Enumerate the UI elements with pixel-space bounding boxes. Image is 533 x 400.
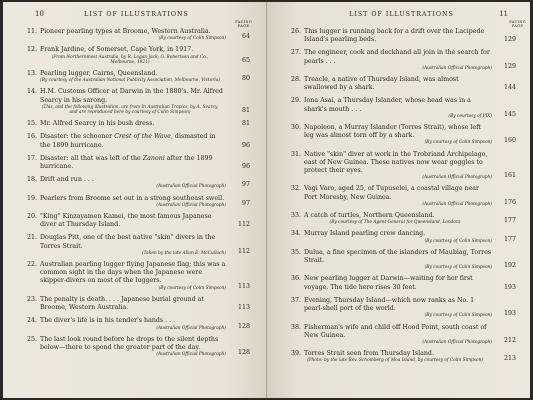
- caption-text: Torres Strait seen from Thursday Island.: [304, 350, 434, 358]
- photo-credit: (Photo: by the late Rev. Schomberg of Moa Island, by courtesy of Colin Simpson): [306, 358, 484, 364]
- illustration-entry: [287, 230, 516, 243]
- left-page: [3, 2, 266, 398]
- entry-number: 33.: [290, 212, 301, 220]
- photo-credit: (By courtesy of Colin Simpson): [424, 313, 492, 319]
- caption-text: Treacle, a native of Thursday Island, was almost swallowed by a shark.: [304, 76, 459, 92]
- caption-text: Drift and run . . .: [40, 176, 94, 184]
- entry-number: 29.: [290, 97, 301, 105]
- facing-page-number: 128: [237, 322, 250, 330]
- illustration-entry: [23, 176, 250, 189]
- facing-page-number: 80: [241, 75, 250, 83]
- facing-page-number: 177: [503, 235, 516, 243]
- illustration-list: [287, 28, 516, 364]
- photo-credit: (By courtesy of the Australian National Publicity Association, Melbourne, Victoria): [40, 78, 220, 84]
- illustration-entry: [287, 124, 516, 146]
- illustration-entry: [287, 249, 516, 271]
- entry-caption: [40, 70, 228, 83]
- facing-page-number: 145: [503, 110, 516, 118]
- caption-text: Disaster: the schooner: [40, 133, 115, 141]
- caption-text: Disaster: all that was left of the: [40, 154, 143, 162]
- facing-page-number: 96: [241, 141, 250, 149]
- entry-number: 30.: [290, 124, 301, 132]
- illustration-entry: [23, 234, 250, 256]
- facing-page-number: 97: [241, 181, 250, 189]
- entry-number: 35.: [290, 248, 301, 256]
- entry-caption: [40, 120, 228, 128]
- entry-number: 11.: [26, 28, 37, 35]
- entry-caption: [304, 249, 494, 271]
- entry-caption: [40, 317, 228, 330]
- entry-caption: [304, 49, 494, 71]
- photo-credit: (By courtesy of Colin Simpson): [424, 238, 492, 244]
- caption-text: Napoleon, a Murray Islander (Torres Strait), whose left leg was almost torn off by a shark.: [304, 124, 481, 140]
- entry-number: 27.: [290, 49, 301, 57]
- illustration-entry: [23, 46, 250, 65]
- entry-number: 12.: [26, 46, 37, 54]
- facing-page-number: 113: [237, 304, 250, 312]
- entry-number: 31.: [290, 150, 301, 158]
- facing-page-number: 212: [503, 336, 516, 344]
- photo-credit: (From Northernmost Australia, by R. Logan Jack; G. Robertson and Co., Melbourne, 1921): [51, 54, 209, 65]
- entry-caption: [40, 296, 228, 312]
- caption-text: after the 1899 hurricane.: [40, 154, 213, 171]
- illustration-entry: [287, 324, 516, 346]
- caption-text: The diver's life is in his tender's hands . . .: [40, 317, 176, 325]
- facing-page-number: 193: [503, 283, 516, 291]
- photo-credit: (Australian Official Photograph): [422, 201, 492, 207]
- illustration-entry: [287, 212, 516, 225]
- photo-credit: (By courtesy of PIX): [448, 113, 492, 119]
- caption-text: "King" Kinzayamen Kamei, the most famous Japanese diver at Thursday Island.: [40, 213, 212, 229]
- facing-page-number: 81: [241, 120, 250, 128]
- entry-caption: [40, 213, 228, 229]
- running-head-title: LIST OF ILLUSTRATIONS: [84, 11, 189, 18]
- caption-text: Evening, Thursday Island—which now ranks as No. 1 pearl-shell port of the world.: [304, 296, 475, 313]
- entry-caption: [304, 350, 494, 363]
- illustration-entry: [23, 336, 250, 358]
- photo-credit: (Australian Official Photograph): [156, 352, 226, 358]
- photo-credit: (By courtesy of Colin Simpson): [158, 285, 226, 291]
- facing-page-number: 144: [503, 84, 516, 92]
- photo-credit: (By courtesy of Colin Simpson): [424, 140, 492, 146]
- facing-page-number: 96: [241, 163, 250, 171]
- illustration-entry: [23, 28, 250, 41]
- entry-caption: [304, 185, 494, 207]
- entry-caption: [40, 46, 228, 65]
- facing-page-number: 97: [241, 199, 250, 207]
- illustration-entry: [287, 297, 516, 319]
- entry-caption: [304, 275, 494, 291]
- entry-number: 28.: [290, 76, 301, 84]
- caption-text: New pearling lugger at Darwin—waiting for her first voyage. The tide here rises 30 feet.: [304, 275, 473, 291]
- caption-text: The penalty is death. . . . Japanese burial ground at Broome, Western Australia.: [40, 295, 204, 312]
- facing-page-label: FACING PAGE: [235, 20, 252, 29]
- facing-page-number: 177: [503, 217, 516, 225]
- photo-credit: (Australian Official Photograph): [422, 175, 492, 181]
- entry-caption: [304, 97, 494, 119]
- caption-text: Douglas Pitt, one of the best native "skin" divers in the Torres Strait.: [40, 234, 216, 250]
- illustration-entry: [287, 350, 516, 363]
- facing-page-number: 128: [237, 349, 250, 357]
- illustration-entry: [287, 275, 516, 291]
- entry-number: 37.: [290, 296, 301, 304]
- entry-number: 36.: [290, 275, 301, 283]
- caption-text: This lugger is running back for a drift over the Lacipede Island's pearling beds.: [304, 28, 485, 44]
- entry-caption: [40, 234, 228, 256]
- facing-page-number: 192: [503, 262, 516, 270]
- photo-credit: (Australian Official Photograph): [156, 202, 226, 208]
- facing-page-number: 213: [503, 355, 516, 363]
- entry-number: 23.: [26, 295, 37, 303]
- photo-credit: (Australian Official Photograph): [422, 339, 492, 345]
- caption-text: Pioneer pearling types at Broome, Western Australia.: [40, 28, 211, 35]
- page-number: 11: [499, 10, 508, 18]
- facing-page-number: 113: [237, 282, 250, 290]
- caption-text: Pearlers from Broome set out in a strong southeast swell.: [40, 194, 225, 202]
- illustration-entry: [23, 296, 250, 312]
- running-head: [287, 2, 516, 28]
- photo-credit: (By courtesy of Colin Simpson): [158, 36, 226, 42]
- entry-number: 39.: [290, 350, 301, 358]
- caption-text: H.M. Customs Officer at Darwin in the 1880's. Mr. Alfred Searcy in his sarong.: [40, 88, 223, 104]
- facing-page-number: 129: [503, 62, 516, 70]
- facing-page-number: 112: [237, 221, 250, 229]
- caption-text: Mr. Alfred Searcy in his bush dress.: [40, 120, 155, 128]
- caption-text: The engineer, cook and deckhand all join in the search for pearls . . .: [304, 49, 490, 65]
- facing-page-number: 161: [503, 172, 516, 180]
- illustration-entry: [23, 88, 250, 115]
- facing-page-number: 65: [241, 56, 250, 64]
- facing-page-number: 193: [503, 310, 516, 318]
- photo-credit: (By courtesy of The Agent-General for Queensland, London): [329, 220, 461, 226]
- caption-text: Fisherman's wife and child off Hood Point, south coast of New Guinea.: [304, 323, 487, 339]
- caption-text: Pearling lugger, Cairns, Queensland.: [40, 70, 158, 78]
- caption-text: Frank Jardine, of Somerset, Cape York, in 1917.: [40, 46, 194, 54]
- entry-caption: [40, 195, 228, 208]
- photo-credit: (Taken by the late Allan E. McCulloch): [141, 250, 226, 256]
- illustration-entry: [23, 261, 250, 291]
- entry-number: 25.: [26, 335, 37, 343]
- illustration-list: [23, 28, 250, 357]
- facing-page-number: 176: [503, 198, 516, 206]
- illustration-entry: [23, 155, 250, 171]
- caption-text: Native "skin" diver at work in the Trobriand Archipelago, east of New Guinea. These natives now wear goggles to protect their eyes.: [304, 150, 488, 175]
- illustration-entry: [287, 185, 516, 207]
- facing-page-number: 81: [241, 107, 250, 115]
- caption-text: , dismasted in the 1899 hurricane.: [40, 133, 216, 149]
- illustration-entry: [23, 195, 250, 208]
- entry-number: 13.: [26, 70, 37, 78]
- illustration-entry: [23, 213, 250, 229]
- entry-number: 34.: [290, 230, 301, 238]
- entry-caption: [304, 324, 494, 346]
- entry-number: 16.: [26, 133, 37, 141]
- illustration-entry: [287, 76, 516, 92]
- entry-caption: [304, 28, 494, 44]
- illustration-entry: [287, 28, 516, 44]
- entry-number: 22.: [26, 261, 37, 269]
- caption-ship-name: Zanoni: [142, 154, 165, 162]
- facing-page-number: 112: [237, 247, 250, 255]
- photo-credit: (Australian Official Photograph): [422, 65, 492, 71]
- entry-caption: [40, 133, 228, 149]
- open-book: [3, 2, 530, 398]
- facing-page-number: 160: [503, 137, 516, 145]
- entry-caption: [40, 336, 228, 358]
- facing-page-label: FACING PAGE: [509, 20, 526, 29]
- entry-caption: [40, 28, 228, 41]
- entry-number: 18.: [26, 176, 37, 184]
- caption-text: Vagi Varo, aged 25, of Tupuselei, a coastal village near Port Moresby, New Guinea.: [304, 185, 480, 201]
- entry-caption: [304, 151, 494, 181]
- caption-text: Dulua, a fine specimen of the islanders of Maubiag, Torres Strait.: [304, 248, 492, 265]
- illustration-entry: [23, 317, 250, 330]
- illustration-entry: [23, 120, 250, 128]
- entry-number: 17.: [26, 154, 37, 162]
- entry-caption: [40, 88, 228, 115]
- caption-text: The last look round before he drops to the silent depths below—there to spend the greater part of the day.: [40, 335, 219, 351]
- entry-caption: [304, 212, 494, 225]
- caption-text: Australian pearling lugger flying Japanese flag; this was a common sight in the days when the Japanese were skipper-divers on most of the luggers.: [40, 261, 226, 285]
- entry-number: 26.: [290, 28, 301, 35]
- illustration-entry: [287, 97, 516, 119]
- caption-text: A catch of turtles, Northern Queensland.: [304, 212, 435, 220]
- caption-text: Iona Asai, a Thursday Islander, whose head was in a shark's mouth . . .: [304, 97, 471, 113]
- entry-number: 14.: [26, 88, 37, 96]
- entry-number: 20.: [26, 213, 37, 221]
- entry-number: 32.: [290, 185, 301, 193]
- entry-caption: [304, 230, 494, 243]
- photo-credit: (Australian Official Photograph): [156, 184, 226, 190]
- illustration-entry: [23, 70, 250, 83]
- illustration-entry: [287, 151, 516, 181]
- photo-credit: (This, and the following illustration, are from In Australian Tropics, by A. Searcy, and are reproduced here by courtesy of Colin Simpson): [41, 104, 219, 116]
- running-head: [23, 2, 250, 28]
- entry-caption: [40, 176, 228, 189]
- caption-text: Murray Island pearling crew dancing.: [304, 230, 426, 238]
- entry-caption: [304, 297, 494, 319]
- facing-page-number: 129: [503, 36, 516, 44]
- illustration-entry: [23, 133, 250, 149]
- facing-page-number: 64: [241, 33, 250, 41]
- entry-caption: [304, 76, 494, 92]
- entry-number: 38.: [290, 323, 301, 331]
- entry-number: 15.: [26, 120, 37, 128]
- entry-number: 21.: [26, 234, 37, 242]
- photo-credit: (By courtesy of Colin Simpson): [424, 265, 492, 271]
- photo-credit: (Australian Official Photograph): [156, 325, 226, 331]
- page-number: 10: [35, 10, 44, 18]
- entry-caption: [40, 261, 228, 291]
- illustration-entry: [287, 49, 516, 71]
- right-page: [267, 2, 530, 398]
- entry-caption: [304, 124, 494, 146]
- entry-number: 24.: [26, 317, 37, 325]
- running-head-title: LIST OF ILLUSTRATIONS: [349, 11, 454, 18]
- caption-ship-name: Crest of the Wave: [114, 133, 171, 141]
- entry-caption: [40, 155, 228, 171]
- entry-number: 19.: [26, 194, 37, 202]
